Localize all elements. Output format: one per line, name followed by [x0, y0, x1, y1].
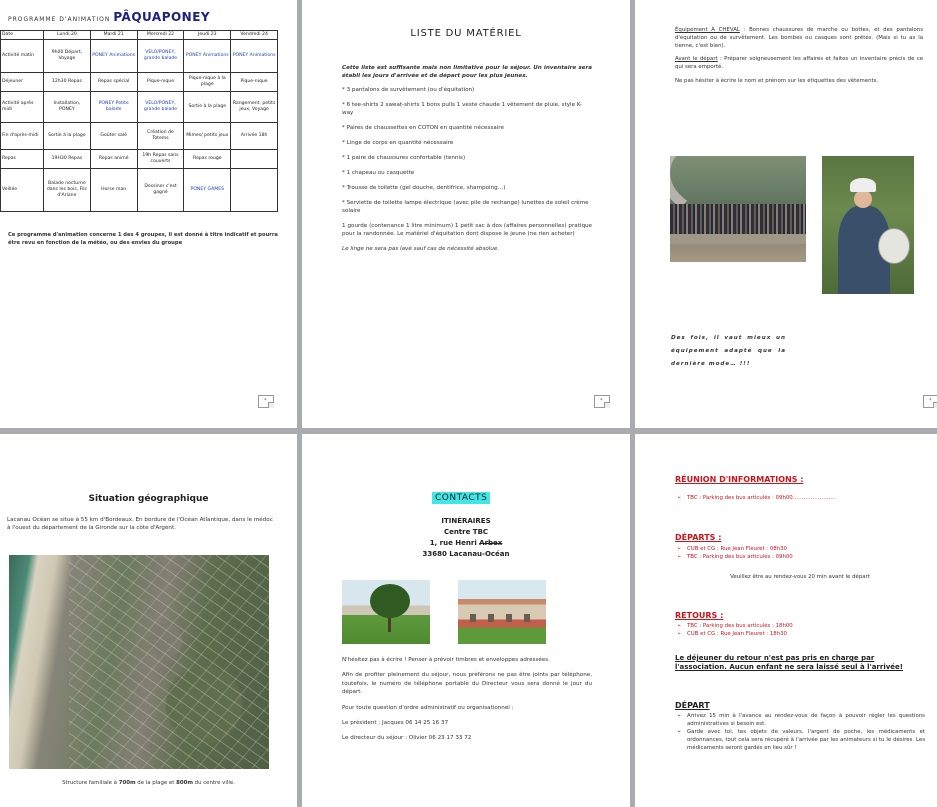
list-item: * Linge de corps en quantité nécessaire: [342, 140, 454, 146]
photo-caption: Des fois, il vaut mieux un équipement adapté que la dernière mode… !!!: [671, 335, 786, 367]
table-cell: Pique-nique: [231, 73, 278, 92]
list-item: * Paires de chaussettes en COTON en quantité nécessaire: [342, 125, 504, 131]
table-cell: VELO/PONEY, grande balade: [137, 40, 184, 73]
depart-heading: DÉPART: [675, 701, 710, 710]
table-cell: Création de Totems: [137, 123, 184, 150]
table-cell: Dessiner c'est gagné: [137, 169, 184, 212]
table-cell: Arrivée 18h: [231, 123, 278, 150]
page-location: [0, 434, 297, 807]
window: [506, 614, 512, 622]
table-cell: PONEY Animations: [184, 40, 231, 73]
equipment-body: [342, 64, 592, 253]
window: [524, 614, 530, 622]
row-label: Activité après midi: [1, 92, 44, 123]
table-cell: 19H30 Repas: [44, 150, 91, 169]
table-header-cell: Lundi 20: [44, 31, 91, 40]
rendezvous-note: Veuillez être au rendez-vous 20 min avant le départ: [730, 574, 870, 580]
caption-part: de la plage et: [135, 780, 177, 786]
city-address: 33680 Lacanau-Océan: [422, 550, 510, 558]
horse-equipment-label: Équipement À CHEVAL: [675, 27, 740, 33]
table-row: [1, 73, 278, 92]
itinerary-label: ITINÉRAIRES: [441, 517, 491, 525]
caption-part: Structure familiale à: [62, 780, 119, 786]
table-cell: VELO/PONEY, grande balade: [137, 92, 184, 123]
departs-section: [675, 534, 925, 581]
aerial-map-photo: [9, 555, 269, 769]
before-departure-text: : Préparer soigneusement les affaires et faites un inventaire précis de ce qui sera emporté.: [675, 56, 924, 71]
table-cell: PONEY Animations: [231, 40, 278, 73]
window: [488, 614, 494, 622]
table-cell: Horse man: [90, 169, 137, 212]
table-cell: PONEY GAMES: [184, 169, 231, 212]
equipment-paragraph: 1 gourde (contenance 1 litre minimum) 1 petit sac à dos (affaires personnelles) pratique pour la randonnée. Le matériel d'équitation dont dispose le jeune (ne rien acheter): [342, 223, 592, 237]
list-item: ➢ CUB et CG : Rue Jean Fleuret : 18h30: [675, 630, 925, 638]
phone-paragraph: Afin de profiter pleinement du séjour, nous préférons ne pas être joints par téléphone, toutefois, le numéro de téléphone portable du Directeur vous sera donné le jour du départ.: [342, 672, 592, 696]
programme-note: Ce programme d'animation concerne 1 des 4 groupes, il est donné à titre indicatif et pourra être revu en fonction de la météo, ou des envies du groupe: [8, 232, 278, 246]
table-row: [1, 40, 278, 73]
table-cell: 12h30 Repas: [44, 73, 91, 92]
page-equipment-list: [302, 0, 630, 428]
president-contact: Le président : Jacques 06 14 25 16 37: [342, 720, 449, 727]
equipment-title: LISTE DU MATÉRIEL: [410, 28, 522, 39]
before-departure-label: Avant le départ: [675, 56, 718, 63]
contacts-heading: CONTACTS: [432, 492, 490, 504]
director-contact: Le directeur du séjour : Olivier 06 23 17 33 72: [342, 735, 472, 742]
row-label: Fin d'après-midi: [1, 123, 44, 150]
table-cell: Pique-nique à la plage: [184, 73, 231, 92]
list-item: * Serviette de toilette lampe électrique (avec pile de rechange) lunettes de soleil crème solaire: [342, 200, 589, 214]
page-fold-icon: *: [594, 395, 610, 408]
table-cell: Balade nocturne dans les bois, Fils d'Ariane: [44, 169, 91, 212]
rain-cape-photo: [822, 156, 914, 294]
table-cell: PONEY Animations: [90, 40, 137, 73]
street-address: [302, 538, 630, 549]
table-header-cell: Jeudi 23: [184, 31, 231, 40]
row-label: Veillée: [1, 169, 44, 212]
row-label: Repas: [1, 150, 44, 169]
page-equipment-advice: [635, 0, 937, 428]
caption-part: du centre ville.: [192, 780, 235, 786]
table-cell: PONEY Petite balade: [90, 92, 137, 123]
window: [470, 614, 476, 622]
stone-wall: [670, 234, 806, 244]
list-item: * 1 paire de chaussures confortable (tennis): [342, 155, 466, 161]
schedule-table: [0, 30, 278, 212]
table-cell: [231, 169, 278, 212]
table-cell: Repas animé: [90, 150, 137, 169]
table-cell: Repas spécial: [90, 73, 137, 92]
address-block: [302, 516, 630, 560]
street-name: Arbex: [479, 539, 503, 547]
table-cell: Rangement, petits jeux, Voyage: [231, 92, 278, 123]
centre-photo-1: [342, 580, 430, 644]
table-cell: 19h Repas sans couverts: [137, 150, 184, 169]
reunion-heading: RÉUNION D'INFORMATIONS :: [675, 475, 804, 484]
write-paragraph: N'hésitez pas à écrire ! Penser à prévoir timbres et enveloppes adressées.: [342, 657, 550, 663]
lunch-warning: Le déjeuner du retour n'est pas pris en charge par l'association. Aucun enfant ne sera laissé seul à l'arrivée!: [675, 654, 903, 671]
list-item: ➢ TBC : Parking des bus articulés : 18h00: [675, 622, 925, 630]
list-item: * Trousse de toilette (gel douche, dentifrice, shampoing…): [342, 185, 506, 191]
table-header-cell: Date: [1, 31, 44, 40]
table-cell: Pique-nique: [137, 73, 184, 92]
admin-paragraph: Pour toute question d'ordre administratif ou organisationnel :: [342, 704, 514, 711]
table-cell: Installation, PONEY: [44, 92, 91, 123]
group-photo: [670, 156, 806, 262]
centre-name: Centre TBC: [443, 528, 489, 536]
list-item: ➢ CUB et CG : Rue Jean Fleuret : 08h30: [675, 545, 925, 553]
location-caption: [0, 780, 297, 786]
crowd-people: [670, 204, 806, 234]
table-header-cell: Vendredi 24: [231, 31, 278, 40]
table-cell: Mimes/ petits jeux: [184, 123, 231, 150]
page-fold-icon: *: [923, 395, 937, 408]
table-cell: Goûter salé: [90, 123, 137, 150]
table-cell: Repas rouge: [184, 150, 231, 169]
names-paragraph: Ne pas hésiter à écrire le nom et prénom sur les étiquettes des vêtements.: [675, 77, 879, 84]
list-item: ➢ TBC : Parking des bus articulés : 09h00: [675, 553, 925, 561]
table-row: [1, 123, 278, 150]
caption-distance-beach: 700m: [118, 780, 136, 786]
reunion-section: [675, 476, 925, 502]
street-prefix: 1, rue Henri: [429, 539, 480, 547]
aerial-streets: [69, 555, 269, 769]
list-item: * 3 pantalons de survêtement (ou d'équitation): [342, 87, 475, 93]
equipment-intro: Cette liste est suffisante mais non limitative pour le séjour. Un inventaire sera établi les jours d'arrivée et de départ pour les plus jeunes.: [342, 65, 592, 79]
tree: [370, 584, 410, 618]
row-label: Déjeuner: [1, 73, 44, 92]
list-item: ➢ TBC : Parking des bus articulés : 09h00……………………: [675, 494, 925, 502]
table-header-cell: Mardi 21: [90, 31, 137, 40]
contacts-text: [342, 656, 592, 750]
horse-equipment-paragraph: [675, 27, 923, 50]
list-item: ➢ Garde avec toi, tes objets de valeurs, l'argent de poche, les médicaments et ordonnances, tout cela sera récupéré à l'arrivée par les animateurs si tu le désires. Les médicaments seront gardés en lieu sûr !: [675, 728, 925, 752]
table-header-row: [1, 31, 278, 40]
location-text: Lacanau Océan se situe à 55 km d'Bordeaux. En bordure de l'Océan Atlantique, dans le médoc à l'ouest du département de la Gironde sur la côte d'Argent.: [7, 517, 273, 532]
equipment-footer: Le linge ne sera pas lavé sauf cas de nécessité absolue.: [342, 246, 500, 252]
net: [878, 228, 910, 264]
advice-text: [675, 27, 923, 92]
page-programme: [0, 0, 297, 428]
table-cell: Sortie à la plage: [44, 123, 91, 150]
table-row: [1, 150, 278, 169]
page-contacts: [302, 434, 630, 807]
page-fold-icon: *: [258, 395, 274, 408]
horse-equipment-text: : Bonnes chaussures de marche ou bottes, et des pantalons d'équitation ou de survêtement. Les bombes ou casques sont prêtés. (Mais si tu as la tienne, c'est bien).: [675, 27, 923, 49]
list-item: ➢ Arrivez 15 min à l'avance au rendez-vous de façon à pouvoir régler les questions administratives si besoin est.: [675, 712, 925, 728]
table-header-cell: Mercredi 22: [137, 31, 184, 40]
caption-distance-center: 800m: [176, 780, 193, 786]
table-row: [1, 169, 278, 212]
table-cell: Sortie à la plage: [184, 92, 231, 123]
page-practical-info: [635, 434, 937, 807]
table-cell: [231, 150, 278, 169]
retours-section: [675, 612, 925, 638]
location-title: Situation géographique: [88, 494, 209, 504]
before-departure-paragraph: [675, 56, 923, 72]
depart-section: [675, 702, 925, 752]
retours-heading: RETOURS :: [675, 611, 724, 620]
list-item: * 1 chapeau ou casquette: [342, 170, 415, 176]
table-cell: 9h00 Départ, Voyage: [44, 40, 91, 73]
list-item: * 6 tee-shirts 2 sweat-shirts 1 bons pulls 1 veste chaude 1 vêtement de pluie, style K-way: [342, 102, 582, 116]
table-row: [1, 92, 278, 123]
person-face: [854, 190, 872, 208]
centre-photo-2: [458, 580, 546, 644]
row-label: Activité matin: [1, 40, 44, 73]
helmet: [850, 178, 876, 192]
programme-title: PROGRAMME D'ANIMATION PÂQUAPONEY: [8, 10, 211, 24]
departs-heading: DÉPARTS :: [675, 533, 722, 542]
